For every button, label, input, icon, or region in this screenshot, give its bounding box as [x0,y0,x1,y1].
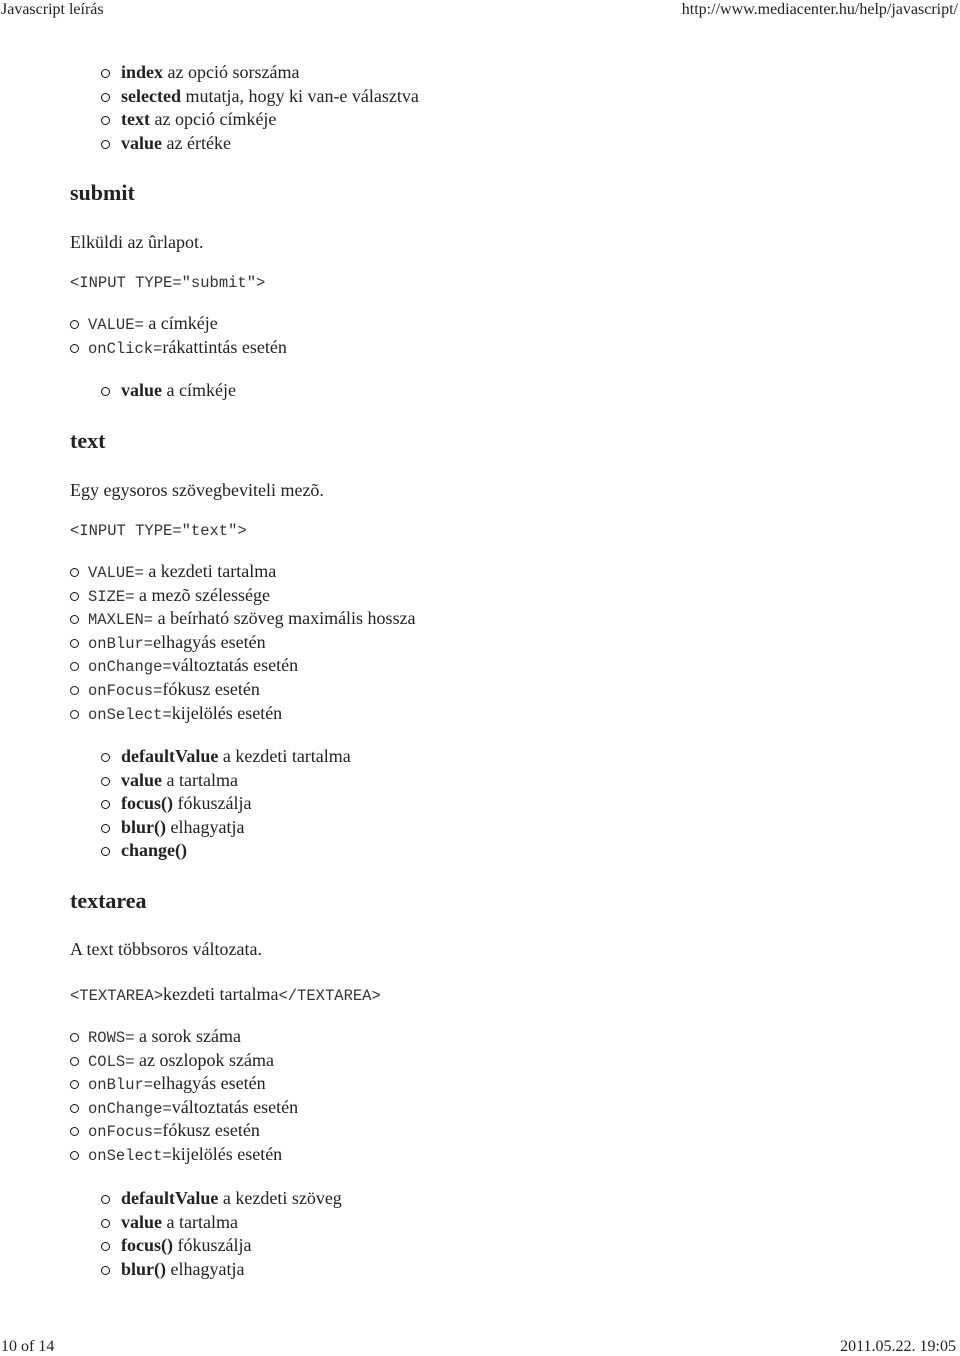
bullet-icon [70,1080,79,1089]
attribute-description: fókusz esetén [162,1120,260,1141]
bullet-icon [70,1104,79,1113]
property-name: focus() [121,1235,173,1256]
bullet-icon [70,1057,79,1066]
submit-syntax: <INPUT TYPE="submit"> [70,274,266,292]
property-description: fókuszálja [173,1235,252,1256]
list-item [88,560,416,584]
property-description: elhagyatja [166,1258,245,1279]
attribute-code: MAXLEN= [88,611,154,630]
attribute-description: elhagyás esetén [153,631,266,652]
property-name: blur() [121,1258,166,1279]
list-item [121,85,419,109]
list-item [121,108,419,132]
bullet-icon [101,1195,110,1204]
attribute-description: a címkéje [143,313,218,333]
bullet-icon [101,1242,110,1251]
property-name: selected [121,85,181,106]
list-item [121,379,236,403]
list-item [121,1187,342,1211]
bullet-icon [70,592,79,601]
list-item [121,769,351,793]
property-name: focus() [121,793,173,814]
textarea-syntax-content: kezdeti tartalma [163,984,279,1004]
attribute-code: VALUE= [88,564,144,582]
bullet-icon [101,800,110,809]
list-item [121,792,351,816]
bullet-icon [101,116,110,125]
submit-properties-list [121,379,236,403]
textarea-syntax-close: </TEXTAREA> [278,987,381,1005]
list-item [121,745,351,769]
attribute-description: a mezõ szélessége [134,584,270,605]
list-item [88,1049,298,1073]
property-description: az opció sorszáma [163,62,300,82]
bullet-icon [70,639,79,648]
text-attributes-list [88,560,416,725]
list-item [88,1072,298,1096]
page-footer [0,1338,960,1356]
textarea-attributes-list [88,1025,298,1167]
textarea-syntax [70,982,381,1008]
list-item [88,584,416,608]
text-properties-list [121,745,351,863]
bullet-icon [70,710,79,719]
bullet-icon [70,1127,79,1136]
property-name: value [121,132,163,153]
list-item [88,631,416,655]
bullet-icon [70,320,79,329]
list-item [88,607,416,631]
attribute-code: onChange= [88,1099,172,1118]
attribute-description: az oszlopok száma [134,1049,274,1070]
property-description: az értéke [162,132,231,153]
attribute-description: rákattintás esetén [162,336,287,357]
attribute-code: ROWS= [88,1029,135,1047]
bullet-icon [70,662,79,671]
text-description: Egy egysoros szövegbeviteli mezõ. [70,480,324,500]
list-item [121,1211,342,1235]
list-item [88,312,287,336]
attribute-code: onChange= [88,658,172,677]
page-number: 10 of 14 [1,1338,55,1355]
list-item [88,654,416,678]
bullet-icon [101,387,110,396]
bullet-icon [101,140,110,149]
bullet-icon [101,69,110,78]
textarea-syntax-open: <TEXTAREA> [70,987,164,1005]
attribute-description: kijelölés esetén [171,1143,283,1164]
list-item [88,1025,298,1049]
property-description: mutatja, hogy ki van-e választva [180,85,419,106]
attribute-description: változtatás esetén [171,1096,299,1117]
list-item [121,61,419,85]
attribute-description: fókusz esetén [162,678,260,699]
option-properties-list [121,61,419,155]
attribute-description: a kezdeti tartalma [143,561,277,581]
property-name: value [121,380,163,400]
list-item [121,816,351,840]
attribute-description: változtatás esetén [171,655,299,676]
bullet-icon [101,824,110,833]
property-name: blur() [121,816,166,837]
attribute-code: onSelect= [88,1146,172,1165]
attribute-code: SIZE= [88,587,135,606]
attribute-code: onClick= [88,339,163,358]
property-description: a címkéje [162,380,236,400]
property-name: defaultValue [121,1188,219,1208]
bullet-icon [101,1219,110,1228]
bullet-icon [101,777,110,786]
attribute-description: a beírható szöveg maximális hossza [153,608,416,629]
list-item [88,702,416,726]
page-title: Javascript leírás [1,1,104,18]
list-item [88,1119,298,1143]
textarea-description: A text többsoros változata. [70,939,262,959]
page-header [0,0,960,22]
property-description: a kezdeti szöveg [218,1188,342,1208]
attribute-code: COLS= [88,1052,135,1071]
attribute-description: elhagyás esetén [153,1073,266,1094]
page-url: http://www.mediacenter.hu/help/javascript/ [681,1,958,18]
attribute-code: onFocus= [88,1123,163,1142]
list-item [88,1143,298,1167]
print-datetime: 2011.05.22. 19:05 [840,1338,956,1355]
property-description: fókuszálja [173,793,252,814]
property-name: defaultValue [121,746,219,766]
list-item [121,1258,342,1282]
bullet-icon [70,1033,79,1042]
section-heading-submit: submit [70,180,135,205]
property-description: a tartalma [162,1211,238,1232]
attribute-code: onBlur= [88,1076,154,1095]
textarea-properties-list [121,1187,342,1281]
property-description: a kezdeti tartalma [218,746,351,766]
list-item [88,336,287,360]
list-item [88,1096,298,1120]
text-syntax: <INPUT TYPE="text"> [70,522,247,540]
property-name: value [121,1211,163,1232]
list-item [88,678,416,702]
bullet-icon [70,1151,79,1160]
submit-attributes-list [88,312,287,359]
attribute-code: onSelect= [88,705,172,724]
property-description: a tartalma [162,769,238,790]
bullet-icon [70,344,79,353]
list-item [121,839,351,863]
property-name: change() [121,840,187,861]
attribute-code: VALUE= [88,316,144,334]
property-name: index [121,62,164,82]
bullet-icon [101,93,110,102]
attribute-code: onFocus= [88,681,163,700]
bullet-icon [70,686,79,695]
attribute-code: onBlur= [88,634,154,653]
section-heading-text: text [70,428,106,453]
submit-description: Elküldi az ûrlapot. [70,232,204,252]
bullet-icon [70,568,79,577]
attribute-description: kijelölés esetén [171,702,283,723]
property-name: value [121,769,163,790]
bullet-icon [101,1266,110,1275]
bullet-icon [101,847,110,856]
list-item [121,132,419,156]
property-description: elhagyatja [166,816,245,837]
list-item [121,1234,342,1258]
section-heading-textarea: textarea [70,888,147,913]
property-name: text [121,109,150,130]
bullet-icon [101,753,110,762]
property-description: az opció címkéje [149,109,277,130]
bullet-icon [70,615,79,624]
attribute-description: a sorok száma [134,1026,241,1046]
